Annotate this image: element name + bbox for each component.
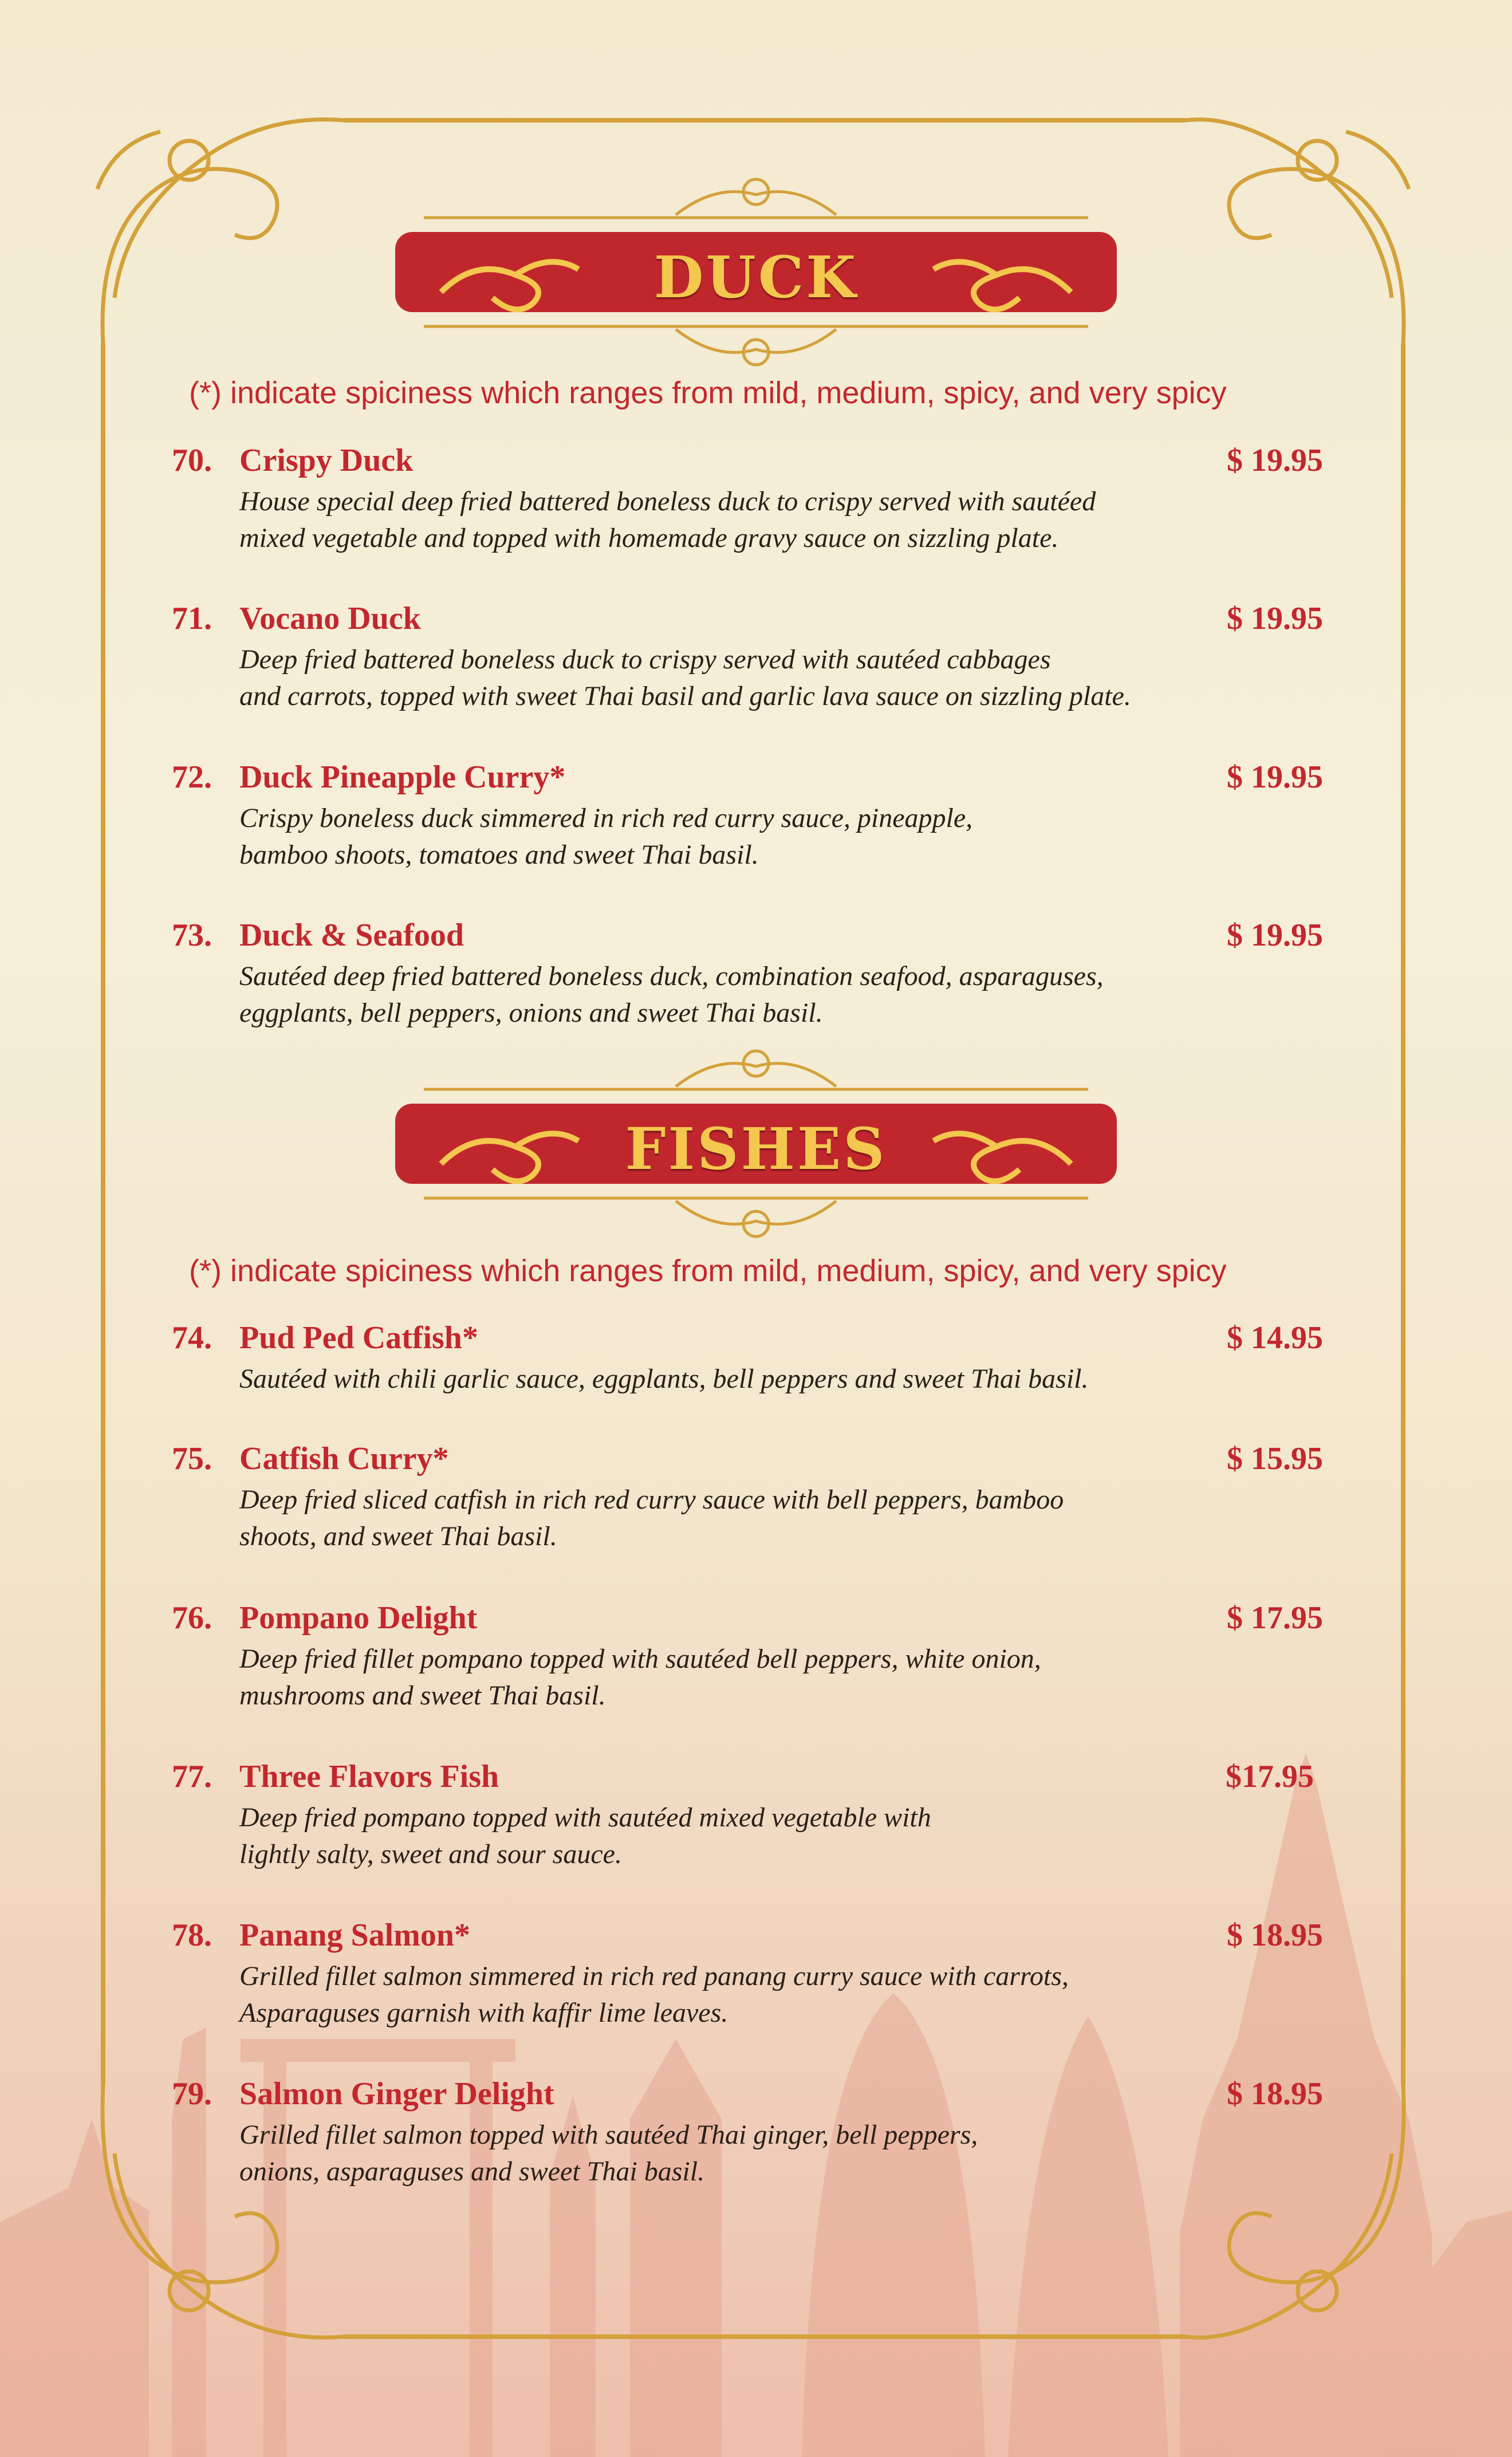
item-description: Sautéed deep fried battered boneless duck, combination seafood, asparaguses, eggplants, bell peppers, onions and sweet Thai basil.	[239, 961, 1104, 1028]
item-price: $ 14.95	[1227, 1320, 1323, 1356]
item-description: Deep fried battered boneless duck to crispy served with sautéed cabbages and carrots, topped with sweet Thai basil and garlic lava sauce on sizzling plate.	[239, 644, 1131, 711]
fishes-section-banner	[0, 872, 1512, 1273]
item-name: Pud Ped Catfish*	[239, 1320, 478, 1356]
item-name: Vocano Duck	[239, 601, 421, 636]
section-title: DUCK	[653, 243, 859, 311]
item-description: Deep fried sliced catfish in rich red curry sauce with bell peppers, bamboo shoots, and sweet Thai basil.	[239, 1485, 1064, 1552]
item-description: Sautéed with chili garlic sauce, eggplants, bell peppers and sweet Thai basil.	[239, 1364, 1089, 1394]
item-number: 73.	[172, 918, 212, 953]
item-price: $ 19.95	[1227, 918, 1323, 953]
item-price: $ 19.95	[1227, 443, 1323, 478]
item-number: 76.	[172, 1600, 212, 1636]
item-description: House special deep fried battered boneless duck to crispy served with sautéed mixed vegetable and topped with homemade gravy sauce on sizzling plate.	[239, 486, 1096, 553]
item-name: Catfish Curry*	[239, 1441, 449, 1476]
item-number: 74.	[172, 1320, 212, 1356]
item-number: 79.	[172, 2076, 212, 2112]
item-price: $17.95	[1226, 1759, 1314, 1794]
menu-item	[172, 2076, 1323, 2190]
menu-item	[172, 1600, 1323, 1714]
item-price: $ 18.95	[1227, 1917, 1323, 1953]
item-name: Three Flavors Fish	[239, 1759, 499, 1794]
menu-item	[172, 1440, 1323, 1555]
item-description: Crispy boneless duck simmered in rich red curry sauce, pineapple, bamboo shoots, tomatoes and sweet Thai basil.	[239, 803, 973, 870]
item-number: 70.	[172, 443, 212, 478]
item-price: $ 17.95	[1227, 1600, 1323, 1636]
menu-item	[172, 1758, 1323, 1873]
duck-section-banner	[0, 0, 1512, 401]
item-description: Grilled fillet salmon simmered in rich red panang curry sauce with carrots, Asparaguses garnish with kaffir lime leaves.	[239, 1961, 1069, 2028]
menu-item	[172, 759, 1323, 873]
item-name: Duck & Seafood	[239, 918, 464, 953]
menu-item	[172, 600, 1323, 715]
item-name: Pompano Delight	[239, 1600, 478, 1636]
item-number: 77.	[172, 1759, 212, 1794]
item-price: $ 15.95	[1227, 1441, 1323, 1476]
item-price: $ 19.95	[1227, 601, 1323, 636]
item-name: Crispy Duck	[239, 443, 414, 478]
item-number: 72.	[172, 759, 212, 795]
spiciness-note: (*) indicate spiciness which ranges from mild, medium, spicy, and very spicy	[189, 376, 1227, 410]
item-price: $ 19.95	[1227, 759, 1323, 795]
item-description: Deep fried pompano topped with sautéed mixed vegetable with lightly salty, sweet and sour sauce.	[239, 1802, 931, 1869]
menu-item	[172, 442, 1323, 557]
item-number: 71.	[172, 601, 212, 636]
item-number: 75.	[172, 1441, 212, 1476]
item-description: Deep fried fillet pompano topped with sautéed bell peppers, white onion, mushrooms and sweet Thai basil.	[239, 1644, 1041, 1711]
item-name: Salmon Ginger Delight	[239, 2076, 554, 2112]
item-name: Panang Salmon*	[239, 1917, 470, 1953]
spiciness-note: (*) indicate spiciness which ranges from mild, medium, spicy, and very spicy	[189, 1254, 1227, 1288]
menu-item	[172, 1917, 1323, 2031]
item-description: Grilled fillet salmon topped with sautéed Thai ginger, bell peppers, onions, asparaguses and sweet Thai basil.	[239, 2120, 978, 2187]
item-price: $ 18.95	[1227, 2076, 1323, 2112]
item-name: Duck Pineapple Curry*	[239, 759, 566, 795]
item-number: 78.	[172, 1917, 212, 1953]
menu-item	[172, 1320, 1323, 1397]
section-title: FISHES	[625, 1115, 887, 1183]
